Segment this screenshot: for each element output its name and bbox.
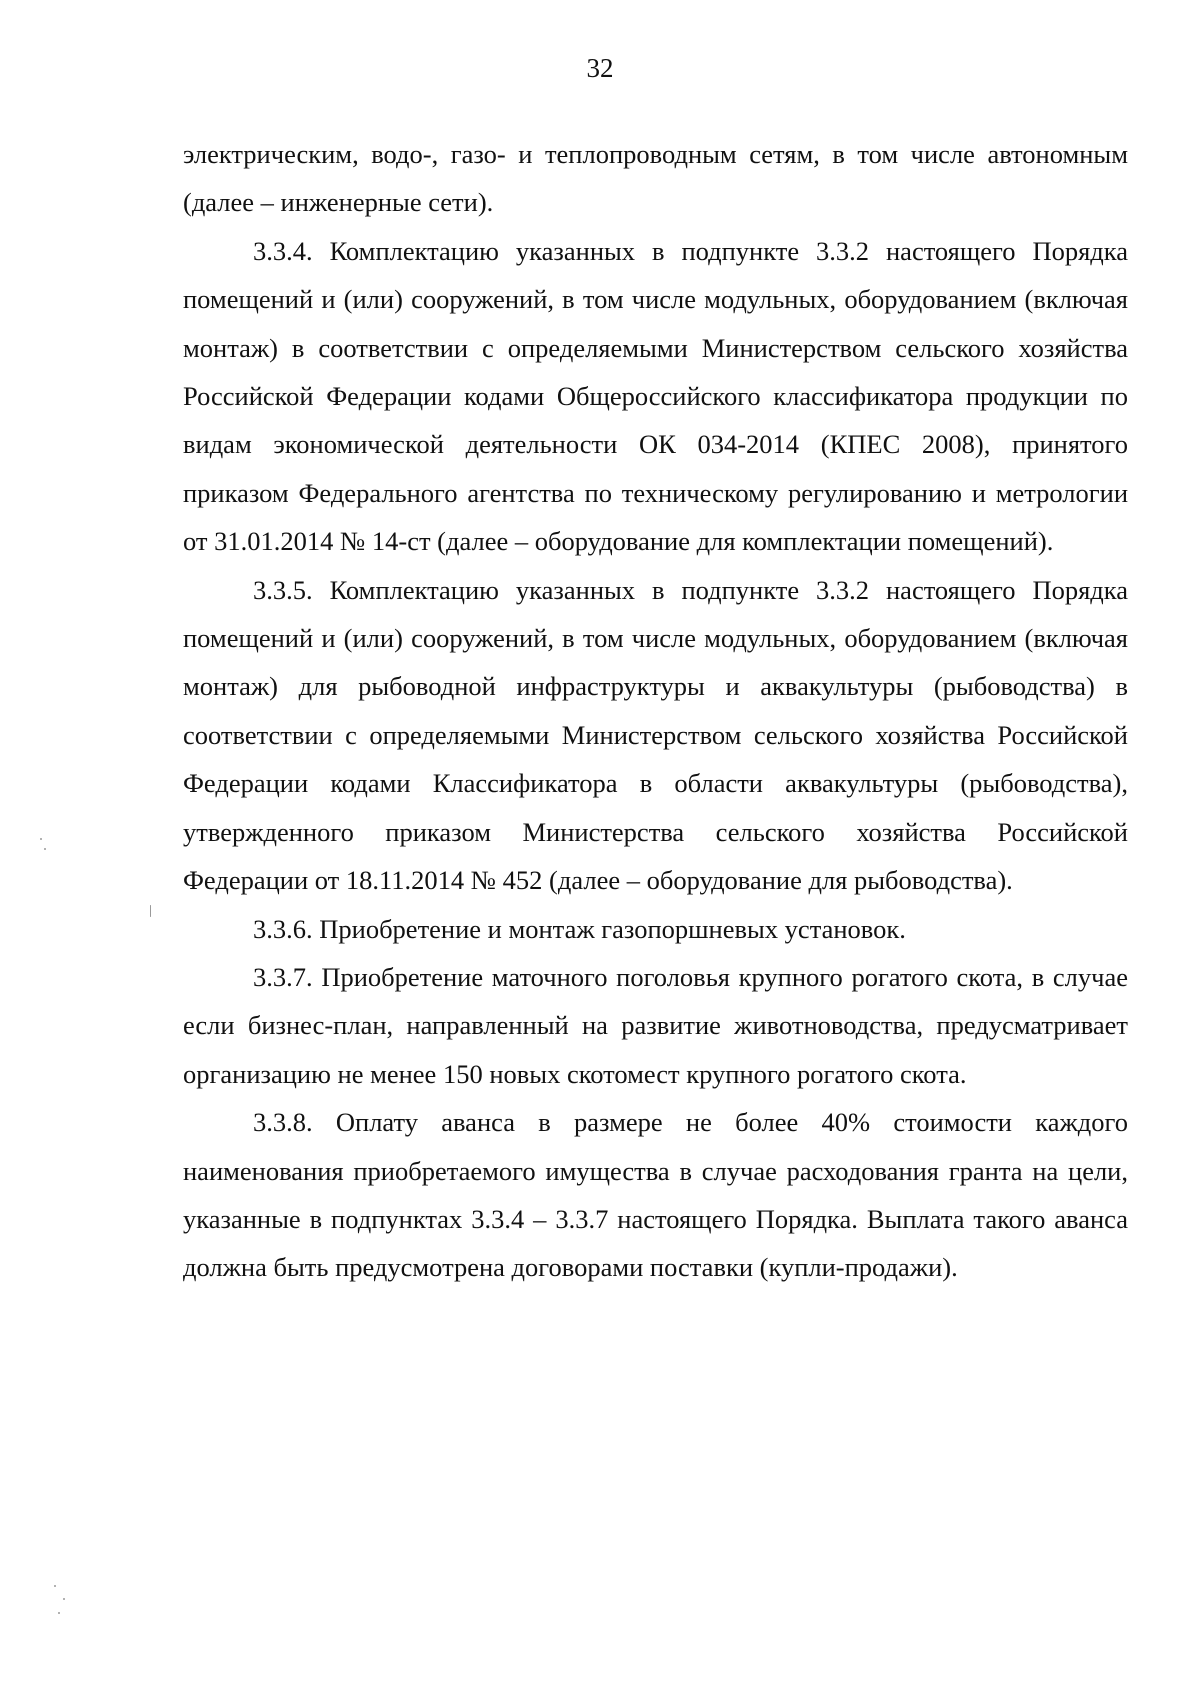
scan-artifact-mark [150, 905, 151, 917]
document-body [183, 130, 1128, 1292]
paragraph-continuation: электрическим, водо-, газо- и теплопроводным сетям, в том числе автономным (далее – инженерные сети). [183, 139, 1128, 218]
scan-artifact-mark [40, 838, 42, 840]
paragraph-3-3-5: 3.3.5. Комплектацию указанных в подпункте 3.3.2 настоящего Порядка помещений и (или) сооружений, в том числе модульных, оборудованием (включая монтаж) для рыбоводной инфраструктуры и аквакультуры (рыбоводства) в соответствии с определяемыми Министерством сельского хозяйства Российской Федерации кодами Классификатора в области аквакультуры (рыбоводства), утвержденного приказом Министерства сельского хозяйства Российской Федерации от 18.11.2014 № 452 (далее – оборудование для рыбоводства). [183, 574, 1128, 896]
scan-artifact-mark [63, 1598, 65, 1600]
paragraph-3-3-8: 3.3.8. Оплату аванса в размере не более 40% стоимости каждого наименования приобретаемого имущества в случае расходования гранта на цели, указанные в подпунктах 3.3.4 – 3.3.7 настоящего Порядка. Выплата такого аванса должна быть предусмотрена договорами поставки (купли-продажи). [183, 1107, 1128, 1283]
page-number: 32 [586, 53, 614, 83]
scan-artifact-mark [44, 848, 46, 850]
paragraph-3-3-7: 3.3.7. Приобретение маточного поголовья крупного рогатого скота, в случае если бизнес-план, направленный на развитие животноводства, предусматривает организацию не менее 150 новых скотомест крупного рогатого скота. [183, 961, 1128, 1089]
scan-artifact-mark [54, 1585, 56, 1587]
paragraph-3-3-4: 3.3.4. Комплектацию указанных в подпункте 3.3.2 настоящего Порядка помещений и (или) сооружений, в том числе модульных, оборудованием (включая монтаж) в соответствии с определяемыми Министерством сельского хозяйства Российской Федерации кодами Общероссийского классификатора продукции по видам экономической деятельности ОК 034-2014 (КПЕС 2008), принятого приказом Федерального агентства по техническому регулированию и метрологии от 31.01.2014 № 14-ст (далее – оборудование для комплектации помещений). [183, 235, 1128, 557]
paragraph-3-3-6: 3.3.6. Приобретение и монтаж газопоршневых установок. [253, 913, 906, 944]
scan-artifact-mark [58, 1612, 60, 1614]
